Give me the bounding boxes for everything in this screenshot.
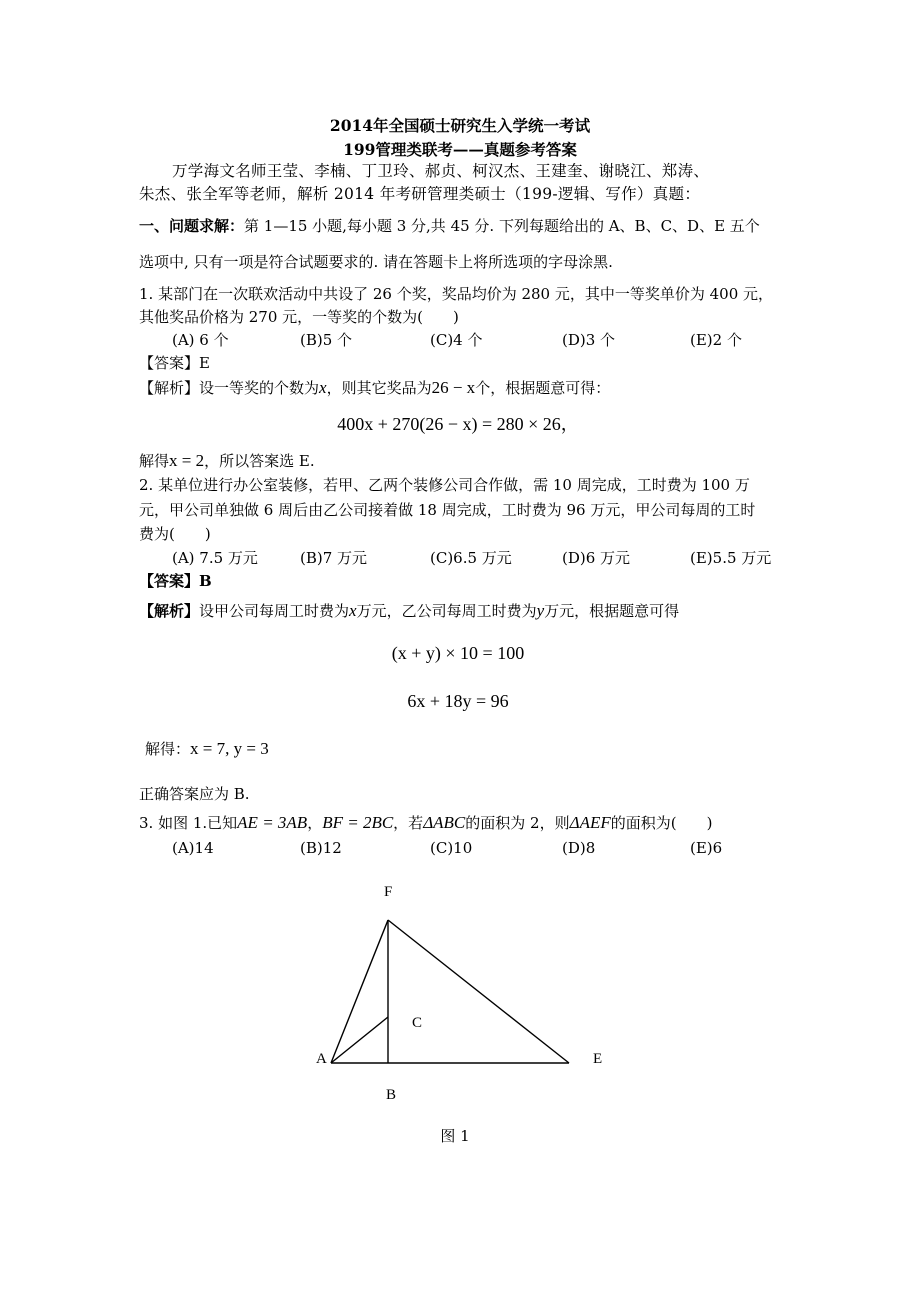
q2-analysis-text-a: 设甲公司每周工时费为 [199, 602, 350, 620]
q1-stem-line-1: 1. 某部门在一次联欢活动中共设了 26 个奖，奖品均价为 280 元，其中一等奖单价为 400 元， [139, 285, 774, 303]
segment-af [331, 920, 388, 1063]
q1-analysis-text-b: ，则其它奖品为 [326, 379, 432, 397]
point-label-e: E [593, 1051, 603, 1067]
triangle-diagram [300, 868, 640, 1118]
q2-option-a: (A) 7.5 万元 [172, 549, 258, 567]
q2-answer: 【答案】B [139, 572, 212, 590]
q1-expr-others: 26 − x [431, 378, 476, 397]
q3-expr-abc: ΔABC [423, 813, 466, 832]
q1-analysis-text-a: 设一等奖的个数为 [199, 379, 320, 397]
segment-fe [388, 920, 569, 1063]
q2-analysis-label: 【解析】 [139, 602, 200, 620]
q3-option-c: (C)10 [430, 839, 473, 857]
q1-option-b: (B)5 个 [300, 331, 353, 349]
q3-expr-bf: BF = 2BC [322, 813, 394, 832]
q2-analysis-text-b: 万元，乙公司每周工时费为 [356, 602, 537, 620]
q3-option-b: (B)12 [300, 839, 342, 857]
q1-answer: 【答案】E [139, 354, 210, 372]
figure-caption: 图 1 [440, 1127, 470, 1145]
q2-option-c: (C)6.5 万元 [430, 549, 512, 567]
q3-text-c: ，若 [393, 814, 424, 832]
section-heading: 一、问题求解： [139, 217, 245, 235]
q2-stem-line-2: 元，甲公司单独做 6 周后由乙公司接着做 18 周完成，工时费为 96 万元，甲公司每周的工时 [139, 501, 756, 519]
intro-line-1: 万学海文名师王莹、李楠、丁卫玲、郝贞、柯汉杰、王建奎、谢晓江、郑涛、 [172, 162, 710, 180]
q3-expr-ae: AE = 3AB [237, 813, 308, 832]
q2-solve-label: 解得： [145, 740, 191, 758]
q2-solve-expr: x = 7, y = 3 [190, 739, 269, 758]
q2-equation-2: 6x + 18y = 96 [407, 691, 509, 711]
q2-analysis-text-c: 万元，根据题意可得 [544, 602, 680, 620]
q3-text-d: 的面积为 2，则 [465, 814, 570, 832]
page-subtitle: 199管理类联考——真题参考答案 [343, 140, 577, 159]
q1-equation: 400x + 270(26 − x) = 280 × 26， [337, 414, 579, 434]
q3-option-e: (E)6 [690, 839, 723, 857]
q1-analysis [139, 378, 610, 398]
q2-stem-line-3: 费为( ) [139, 525, 211, 543]
q2-option-b: (B)7 万元 [300, 549, 368, 567]
section-line-2: 选项中, 只有一项是符合试题要求的. 请在答题卡上将所选项的字母涂黑. [139, 253, 613, 271]
section-instructions: 第 1—15 小题,每小题 3 分,共 45 分. 下列每题给出的 A、B、C、D、E 五个 [244, 217, 760, 235]
q1-analysis-label: 【解析】 [139, 379, 200, 397]
q1-solve-text-a: 解得 [139, 452, 170, 470]
point-label-a: A [316, 1051, 327, 1067]
q1-analysis-text-c: 个，根据题意可得： [475, 379, 611, 397]
q3-text-e: 的面积为( ) [610, 814, 713, 832]
q1-var-x: x [319, 378, 327, 397]
q2-solution [145, 739, 269, 759]
q1-solution [139, 451, 315, 471]
point-label-b: B [386, 1087, 397, 1103]
point-label-f: F [384, 884, 393, 900]
q1-option-a: (A) 6 个 [172, 331, 229, 349]
q3-option-d: (D)8 [562, 839, 596, 857]
section-line-1 [139, 216, 760, 236]
q3-text-b: ， [307, 814, 323, 832]
q2-equation-1: (x + y) × 10 = 100 [391, 643, 525, 663]
q2-stem-line-1: 2. 某单位进行办公室装修，若甲、乙两个装修公司合作做，需 10 周完成，工时费为 100 万 [139, 476, 750, 494]
q1-option-d: (D)3 个 [562, 331, 616, 349]
point-label-c: C [412, 1015, 423, 1031]
q2-option-e: (E)5.5 万元 [690, 549, 772, 567]
q2-conclusion: 正确答案应为 B. [139, 785, 250, 803]
q1-option-e: (E)2 个 [690, 331, 742, 349]
figure-1 [300, 868, 640, 1118]
q2-var-x: x [349, 601, 357, 620]
q1-solve-text-b: ，所以答案选 E. [204, 452, 315, 470]
q3-option-a: (A)14 [172, 839, 214, 857]
q1-solve-expr: x = 2 [169, 451, 205, 470]
q2-var-y: y [536, 601, 545, 620]
q1-option-c: (C)4 个 [430, 331, 483, 349]
q2-analysis [139, 601, 679, 621]
q3-text-a: 3. 如图 1.已知 [139, 814, 238, 832]
q3-expr-aef: ΔAEF [569, 813, 611, 832]
intro-line-2: 朱杰、张全军等老师，解析 2014 年考研管理类硕士（199-逻辑、写作）真题： [139, 185, 701, 203]
q3-stem [139, 813, 712, 833]
page-title: 2014年全国硕士研究生入学统一考试 [329, 116, 591, 135]
q1-stem-line-2: 其他奖品价格为 270 元，一等奖的个数为( ) [139, 308, 459, 326]
q2-option-d: (D)6 万元 [562, 549, 631, 567]
